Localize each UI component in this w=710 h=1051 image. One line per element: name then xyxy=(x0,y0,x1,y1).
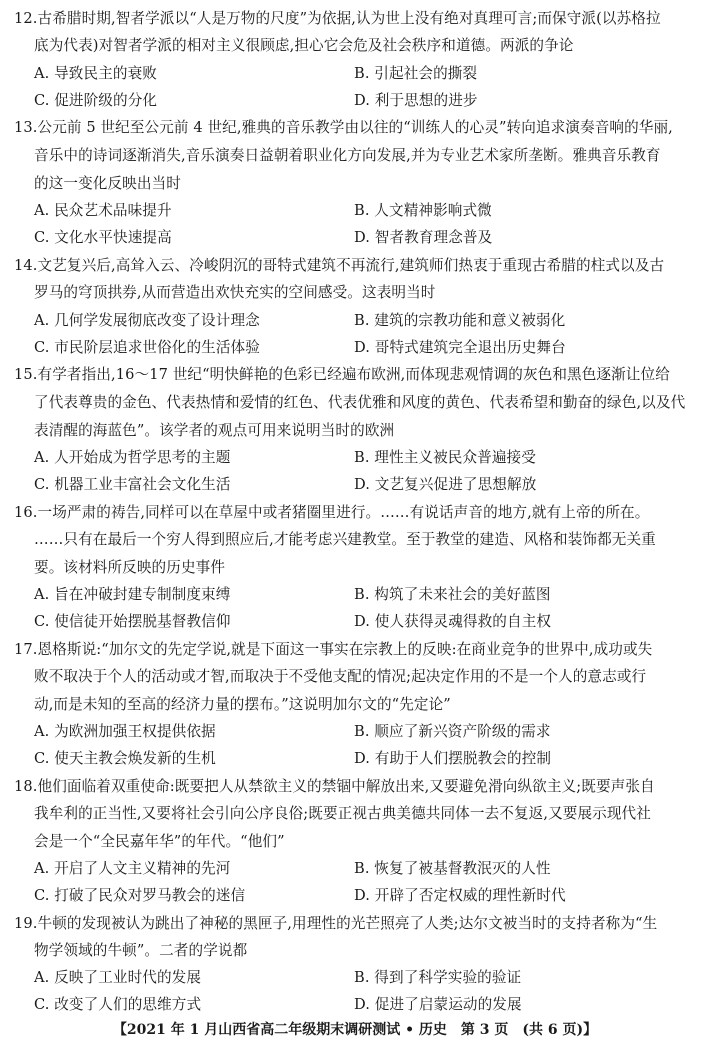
question-18-stem-line-2: 我牟利的正当性,又要将社会引向公序良俗;既要正视古典美德共同体一去不复返,又要展示现代社 xyxy=(34,805,651,822)
question-19-option-b[interactable]: B. 得到了科学实验的验证 xyxy=(354,969,522,986)
question-18-option-d[interactable]: D. 开辟了否定权威的理性新时代 xyxy=(354,887,566,904)
question-12-number: 12. xyxy=(14,10,38,27)
question-14-stem-line-2: 罗马的穹顶拱券,从而营造出欢快充实的空间感受。这表明当时 xyxy=(34,284,436,301)
question-13-number: 13. xyxy=(14,119,38,136)
question-13-stem-line-2: 音乐中的诗词逐渐消失,音乐演奏日益朝着职业化方向发展,并为专业艺术家所垄断。雅典音乐教育 xyxy=(34,147,661,164)
question-12-option-d[interactable]: D. 利于思想的进步 xyxy=(354,92,478,109)
question-17-stem-line-2: 败不取决于个人的活动或才智,而取决于不受他支配的情况;起决定作用的不是一个人的意志或行 xyxy=(34,668,647,685)
question-17-option-b[interactable]: B. 顺应了新兴资产阶级的需求 xyxy=(354,723,551,740)
question-15-stem-line-3: 表清醒的海蓝色”。该学者的观点可用来说明当时的欧洲 xyxy=(34,422,395,439)
question-13-stem-line-1: 13.公元前 5 世纪至公元前 4 世纪,雅典的音乐教学由以往的“训练人的心灵”转向追求演奏音响的华丽, xyxy=(14,119,673,136)
question-16-stem-line-3: 要。该材料所反映的历史事件 xyxy=(34,559,226,576)
question-12-option-b[interactable]: B. 引起社会的撕裂 xyxy=(354,65,478,82)
question-14-option-c[interactable]: C. 市民阶层追求世俗化的生活体验 xyxy=(34,339,260,356)
question-15-option-d[interactable]: D. 文艺复兴促进了思想解放 xyxy=(354,476,537,493)
question-12-option-c[interactable]: C. 促进阶级的分化 xyxy=(34,92,158,109)
question-17-option-d[interactable]: D. 有助于人们摆脱教会的控制 xyxy=(354,750,552,767)
question-18-stem-line-1: 18.他们面临着双重使命:既要把人从禁欲主义的禁锢中解放出来,又要避免滑向纵欲主义;既要声张自 xyxy=(14,778,655,795)
question-18-option-c[interactable]: C. 打破了民众对罗马教会的迷信 xyxy=(34,887,246,904)
question-19-option-c[interactable]: C. 改变了人们的思维方式 xyxy=(34,996,202,1013)
question-16-stem-line-1: 16.一场严肃的祷告,同样可以在草屋中或者猪圈里进行。……有说话声音的地方,就有上帝的所在。 xyxy=(14,504,650,521)
question-18-number: 18. xyxy=(14,778,38,795)
question-13-option-d[interactable]: D. 智者教育理念普及 xyxy=(354,229,493,246)
question-17-option-a[interactable]: A. 为欧洲加强王权提供依据 xyxy=(34,723,216,740)
page-footer: 【2021 年 1 月山西省高二年级期末调研测试 • 历史 第 3 页 (共 6 页)】 xyxy=(112,1022,598,1038)
question-15-stem-line-2: 了代表尊贵的金色、代表热情和爱情的红色、代表优雅和风度的黄色、代表希望和勤奋的绿色,以及代 xyxy=(34,394,686,411)
question-14-option-a[interactable]: A. 几何学发展彻底改变了设计理念 xyxy=(34,312,260,329)
question-17-option-c[interactable]: C. 使天主教会焕发新的生机 xyxy=(34,750,216,767)
question-14-number: 14. xyxy=(14,257,38,274)
question-16-option-b[interactable]: B. 构筑了未来社会的美好蓝图 xyxy=(354,586,551,603)
question-14-option-b[interactable]: B. 建筑的宗教功能和意义被弱化 xyxy=(354,312,566,329)
question-15-option-a[interactable]: A. 人开始成为哲学思考的主题 xyxy=(34,449,231,466)
question-16-stem-line-2: ……只有在最后一个穷人得到照应后,才能考虑兴建教堂。至于教堂的建造、风格和装饰都无关重 xyxy=(34,531,656,548)
question-15-number: 15. xyxy=(14,366,38,383)
question-17-number: 17. xyxy=(14,641,38,658)
question-12-stem-line-2: 底为代表)对智者学派的相对主义很顾虑,担心它会危及社会秩序和道德。两派的争论 xyxy=(34,37,574,54)
question-17-stem-line-3: 动,而是未知的至高的经济力量的摆布。”这说明加尔文的“先定论” xyxy=(34,696,451,713)
question-16-option-a[interactable]: A. 旨在冲破封建专制制度束缚 xyxy=(34,586,231,603)
question-13-option-c[interactable]: C. 文化水平快速提高 xyxy=(34,229,172,246)
question-16-option-d[interactable]: D. 使人获得灵魂得救的自主权 xyxy=(354,613,552,630)
question-19-number: 19. xyxy=(14,915,38,932)
question-13-option-a[interactable]: A. 民众艺术品味提升 xyxy=(34,202,172,219)
question-19-stem-line-1: 19.牛顿的发现被认为跳出了神秘的黑匣子,用理性的光芒照亮了人类;达尔文被当时的支持者称为“生 xyxy=(14,915,658,932)
question-15-option-b[interactable]: B. 理性主义被民众普遍接受 xyxy=(354,449,536,466)
question-14-option-d[interactable]: D. 哥特式建筑完全退出历史舞台 xyxy=(354,339,566,356)
question-15-stem-line-1: 15.有学者指出,16～17 世纪“明快鲜艳的色彩已经遍布欧洲,而体现悲观情调的灰色和黑色逐渐让位给 xyxy=(14,366,670,383)
question-19-option-a[interactable]: A. 反映了工业时代的发展 xyxy=(34,969,202,986)
question-15-option-c[interactable]: C. 机器工业丰富社会文化生活 xyxy=(34,476,231,493)
question-16-number: 16. xyxy=(14,504,38,521)
question-12-option-a[interactable]: A. 导致民主的衰败 xyxy=(34,65,157,82)
question-12-stem-line-1: 12.古希腊时期,智者学派以“人是万物的尺度”为依据,认为世上没有绝对真理可言;而保守派(以苏格拉 xyxy=(14,10,661,27)
question-13-option-b[interactable]: B. 人文精神影响式微 xyxy=(354,202,492,219)
question-19-option-d[interactable]: D. 促进了启蒙运动的发展 xyxy=(354,996,522,1013)
question-18-option-b[interactable]: B. 恢复了被基督教泯灭的人性 xyxy=(354,860,551,877)
question-16-option-c[interactable]: C. 使信徒开始摆脱基督教信仰 xyxy=(34,613,231,630)
question-19-stem-line-2: 物学领域的牛顿”。二者的学说都 xyxy=(34,942,248,959)
question-18-stem-line-3: 会是一个“全民嘉年华”的年代。“他们” xyxy=(34,833,285,850)
question-13-stem-line-3: 的这一变化反映出当时 xyxy=(34,175,181,192)
question-14-stem-line-1: 14.文艺复兴后,高耸入云、冷峻阴沉的哥特式建筑不再流行,建筑师们热衷于重现古希腊的柱式以及古 xyxy=(14,257,665,274)
question-18-option-a[interactable]: A. 开启了人文主义精神的先河 xyxy=(34,860,231,877)
question-17-stem-line-1: 17.恩格斯说:“加尔文的先定学说,就是下面这一事实在宗教上的反映:在商业竞争的世界中,成功或失 xyxy=(14,641,653,658)
